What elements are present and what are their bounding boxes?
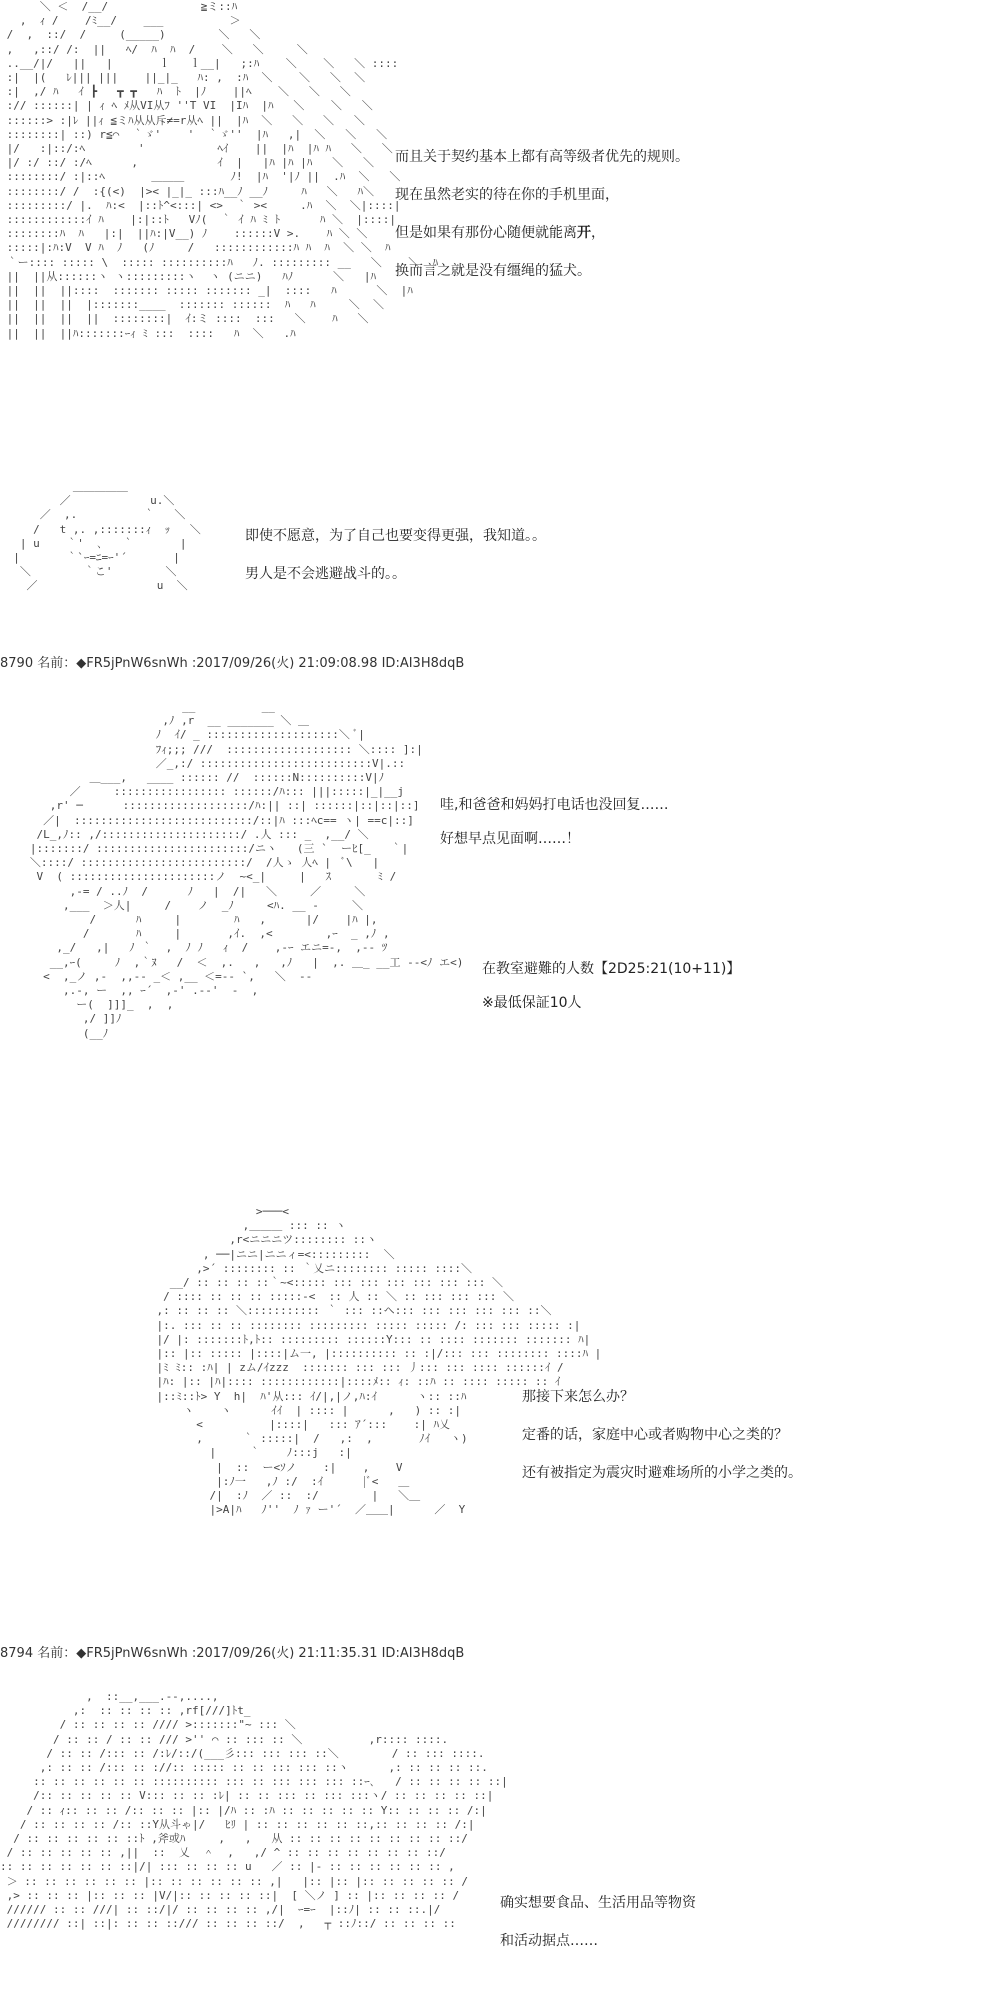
- ascii-art-character-3: __ __ ,ﾉ ,r __ _______ ＼ ＿ ﾉ ｲ/ _ ::::::::::::::::::::＼ ﾞ| ﾌｨ;;; /// ::::::::::::::::::: ＼:::: ]:| ／_,:/ ::::::::::::::::::::::::::V|.:: ＿___, ____ :::::: // ::::::N::::::::::V|ﾉ ／ ::::::::::::::::: ::::::/ﾊ::: |||:::::|_|__j ,r' ─ :::::::::::::::::::/ﾊ:|| ::| ::::::|::|::|::] ／| :::::::::::::::::::::::::::/::|ﾊ :::ﾍc== ヽ| ==c|::] /L_,ﾉ:: ,/:::::::::::::::::::::/ .人 ::: _ ,__/ ＼ |:::::::/ :::::::::::::::::::::::/ニヽ (三 ` ーﾋ[_ ｀| ＼::::/ :::::::::::::::::::::::::/ /人ゝ 人ﾍ | ﾞ\ | V ( ::::::::::::::::::::::ノ ~<_| | ｽ ﾐ / ,-= / ..ﾉ / ﾉ | /| ＼ ／ ＼ ,___ ＞人| / ノ _ﾉ <ﾊ. __ - ＼ / ﾊ | ﾊ , |/ |ﾊ |, / ﾊ | ,ｲ. ,< ,ｰ _ ,ﾉ , ,_/ ,| ﾉ ｀ , ﾉ ﾉ ｨ / ,-ｰ エニ=-, ,-- ﾂ __,ｰ( ﾉ ,｀ﾇ / ＜ ,. , ,ﾉ | ,. ＿_ __工 --<ﾉ エ<) < ,_ノ ,- ,,-- _＜ ,__ ＜=-- `, ＼ -- ,.-, ー ,, ｰ´ ,-' .--' - , ー( ]]]_ , , ,/ ]]ﾉ (__ﾉ: [29, 700, 464, 1040]
- dialogue-line: 确实想要食品、生活用品等物资: [500, 1895, 696, 1911]
- dialogue-line: 即使不愿意，为了自己也要变得更强，我知道。。: [245, 528, 546, 544]
- note-line: ※最低保証10人: [482, 995, 582, 1011]
- dialogue-block-4: [522, 1378, 802, 1492]
- dialogue-line: 还有被指定为震灾时避难场所的小学之类的。: [522, 1465, 802, 1481]
- dialogue-line: 好想早点见面啊……！: [440, 831, 580, 847]
- ascii-art-character-2: ＿＿＿＿＿ ／ u.＼ ／ ,. ｀ ＼ / t ,. ,:::::::ｨ ｯ ＼ | u ｀' ､ ｀ | | ｀`ｰ=ﾆ=ｰ'´ | ＼ ｀こ' ＼ ／ u ＼: [13, 480, 201, 593]
- dialogue-block-5: [500, 1884, 696, 1960]
- note-block: [482, 952, 740, 1020]
- ascii-art-character-1: ＼ ＜ /__/ ≧ミ::ﾊ , ｨ / /ﾐ__/ ___ ＞ / , ::/ / (_____) ＼ ＼ , ,::/ /: || ﾍ/ ﾊ ﾊ / ＼ ＼ ＼ ..__/|/ || | ｌ ｌ__| ;:ﾊ ＼ ＼ ＼ :::: :| |( ﾚ||| ||| ||_|_ ﾊ: , :ﾊ ＼ ＼ ＼ ＼ :| ,/ ﾊ ｲ ┣ ┳ ┳ ﾊ ﾄ |ﾉ ||ﾍ ＼ ＼ ＼ :// ::::::| | ｨ ﾍ ﾒ从VI从ﾌ ''T VI |Iﾊ |ﾊ ＼ ＼ ＼ ::::::> :|ﾚ ||ｨ ≦ミﾊ从从斥≠=r从ﾍ || |ﾊ ＼ ＼ ＼ ＼ ::::::::| ::) r≦⌒ ｀ゞ' ' ｀ゞ'' |ﾊ ,| ＼ ＼ ＼ |/ :|::/:ﾍ ' ﾍｲ || |ﾊ |ﾊ ﾊ ＼ ＼ |/ :/ ::/ :/ﾍ , ｲ | |ﾊ |ﾊ |ﾊ ＼ ＼ ::::::::/ :|::ﾍ ＿＿＿ ﾉ! |ﾊ '|ﾉ || .ﾊ ＼ ＼ ::::::::/ / :{(<) |>< |_|_ :::ﾊ__ﾉ __ﾉ ﾊ ＼ ﾊ＼ :::::::::/ |. ﾊ:< |::ﾄ^<:::| <> ｀ >< .ﾊ ＼ ＼|::::| ::::::::::::ｲ ﾊ |:|::ﾄ Vﾉ( ｀ ｲ ﾊ ﾐ ﾄ ﾊ ＼ |::::| ::::::::ﾊ ﾊ |:| ||ﾊ:|V__) ﾉ ::::::V >. ﾊ ＼ ＼ :::::|:ﾊ:V V ﾊ ﾉ (ﾉ / ::::::::::::ﾊ ﾊ ﾊ ＼ ＼ ﾊ ｀ー:::: ::::: \ ::::: ::::::::::ﾊ ﾉ. ::::::::: __ ＼ ＼ ﾊ || ||从::::::ヽ ヽ:::::::::ヽ ヽ (ニニ) ﾊﾉ ＼ |ﾊ || || ||:::: ::::::: ::::: ::::::: _| :::: ﾊ ＼ |ﾊ || || || |:::::::____ ::::::: :::::: ﾊ ﾊ ＼ ＼ || || || || ::::::::| ｲ:ミ :::: ::: ＼ ﾊ ＼ || || ||ﾊ:::::::ｰｨ ﾐ ::: :::: ﾊ ＼ .ﾊ: [6, 0, 438, 340]
- dialogue-line: 换而言之就是没有缰绳的猛犬。: [395, 263, 591, 279]
- dialogue-line: 男人是不会逃避战斗的。。: [245, 566, 406, 582]
- dialogue-line: 和活动据点……: [500, 1933, 598, 1949]
- dialogue-line: 哇,和爸爸和妈妈打电话也没回复……: [440, 797, 669, 813]
- dialogue-block-1: [395, 138, 689, 290]
- dialogue-block-3: [440, 788, 668, 856]
- dialogue-line: 现在虽然老实的待在你的手机里面，: [395, 187, 619, 203]
- bold-word: 开: [577, 225, 591, 241]
- dialogue-line: [395, 214, 689, 252]
- dialogue-line: 定番的话，家庭中心或者购物中心之类的？: [522, 1427, 788, 1443]
- ascii-art-character-5: , ::__,___.--,...., ,: :: :: :: :: ,rf[///]ﾄt_ / :: :: :: :: //// >:::::::"~ ::: ＼ / :: :: / :: :: /// >'' ⌒ :: ::: :: ＼ ,r:::: ::::. / :: :: /::: :: /:ﾚ/::/(___彡::: ::: ::: ::＼ / :: ::: ::::. ,: :: :: /::: :: ://:: ::::: :: :: ::: ::: ::ヽ ,: :: :: :: ::. :: :: :: :: :: :: :::::::::: ::: :: ::: ::: ::: ::ｰ､ / :: :: :: :: ::| /:: :: :: :: :: V::: :: :: :ﾚ| :: :: ::: :: ::: :::ヽ/ :: :: :: :: ::| / :: ｨ:: :: :: /:: :: :: |:: |/ﾊ :: :ﾊ :: :: :: :: :: Y:: :: :: :: /:| / :: :: :: :: /:: ::Y从斗ゃ|/ ﾋﾘ | :: :: :: :: :: ::,:: :: :: :: /:| / :: :: :: :: :: ::ﾄ ,斧或ﾊ , , 从 :: :: :: :: :: :: :: :: ::/ / :: :: :: :: :: ,|| :: 乂 ＾ , ,/ ^ :: :: :: :: :: :: :: ::/ :: :: :: :: :: :: ::|/| ::: :: :: :: u ／ :: |- :: :: :: :: :: :: , ＞ :: :: :: :: :: :: |:: :: :: :: :: :: ,| |:: |:: |:: :: :: :: :: / ,> :: :: :: |:: :: :: |V/|:: :: :: :: ::| [ ＼ノ ] :: |:: :: :: :: / ////// :: :: ///| :: ::/|/ :: :: :: :: ,/| ｰ=ｰ |::ﾉ| :: :: ::.|/ //////// ::| ::|: :: :: ::/// :: :: :: ::/ , ┬ ::ﾉ::/ :: :: :: ::: [0, 1690, 508, 1931]
- dialogue-line: 而且关于契约基本上都有高等级者优先的规则。: [395, 149, 689, 165]
- post-header: 8794 名前：◆FR5jPnW6snWh :2017/09/26(火) 21:11:35.31 ID:AI3H8dqB: [0, 1646, 465, 1661]
- dialogue-block-2: [245, 517, 546, 593]
- ascii-art-character-4: >───< ,＿＿＿ ::: :: ヽ ,r<ニニニツ:::::::: ::ヽ , ──|ニニ|ニニィ=<::::::::: ＼ ,>´ :::::::: :: ｀乂ニ:::::::: ::::: ::::＼ __/ :: :: :: ::｀~<::::: ::: ::: ::: ::: ::: ::: ＼ / :::: :: :: :: :::::-< :: 人 :: ＼ :: ::: ::: ::: ＼ ,: :: :: :: ＼::::::::::: ｀ ::: ::ヘ::: ::: ::: ::: ::: ::＼ |:. ::: :: :: :::::::: ::::::::: ::::: ::::: /: ::: ::: ::::: :| |/ |: :::::::ﾄ,ﾄ:: ::::::::: ::::::Y::: :: :::: ::::::: ::::::: ﾊ| |:: |:: ::::: |::::|ム一, |:::::::::: :: :|/::: ::: :::::::: ::::ﾊ | |ﾐ ﾐ:: :ﾊ| | zム/ｲzzz ::::::: ::: ::: 丿::: ::: :::: ::::::ｲ / |ﾊ: |:: |ﾊ|:::: ::::::::::::|::::ﾒ:: ｨ: ::ﾊ :: :::: ::::: :: ｲ |::ﾐ::ﾄ> Y h| ﾊ'从::: ｲ/|,|ノ,ﾊ:ｲ ヽ:: ::ﾊ ヽ ヽ ｲｲ | :::: | , ) :: :| < |::::| ::: ｱ´::: :| ﾊ乂 , ｀ :::::| / ,: , ﾉｲ ヽ) | ｀ ﾉ:::j :| | :: ー<ｿノ :| , V |:ﾉ一 ,ﾉ :/ :ｲ |ﾞ< ＿ /| :ﾉ ／ :: :/ | ＼＿ |>A|ﾊ ﾉ'' ﾉ ｧ ー'´ ／＿＿| ／ Y: [156, 1205, 602, 1517]
- dialogue-line-head: 但是如果有那份心随便就能离: [395, 225, 577, 241]
- dialogue-line: 那接下来怎么办？: [522, 1389, 634, 1405]
- dialogue-line-tail: ，: [591, 225, 605, 241]
- post-header: 8790 名前：◆FR5jPnW6snWh :2017/09/26(火) 21:09:08.98 ID:AI3H8dqB: [0, 656, 465, 671]
- note-line: 在教室避難的人数【2D25:21(10+11)】: [482, 961, 741, 977]
